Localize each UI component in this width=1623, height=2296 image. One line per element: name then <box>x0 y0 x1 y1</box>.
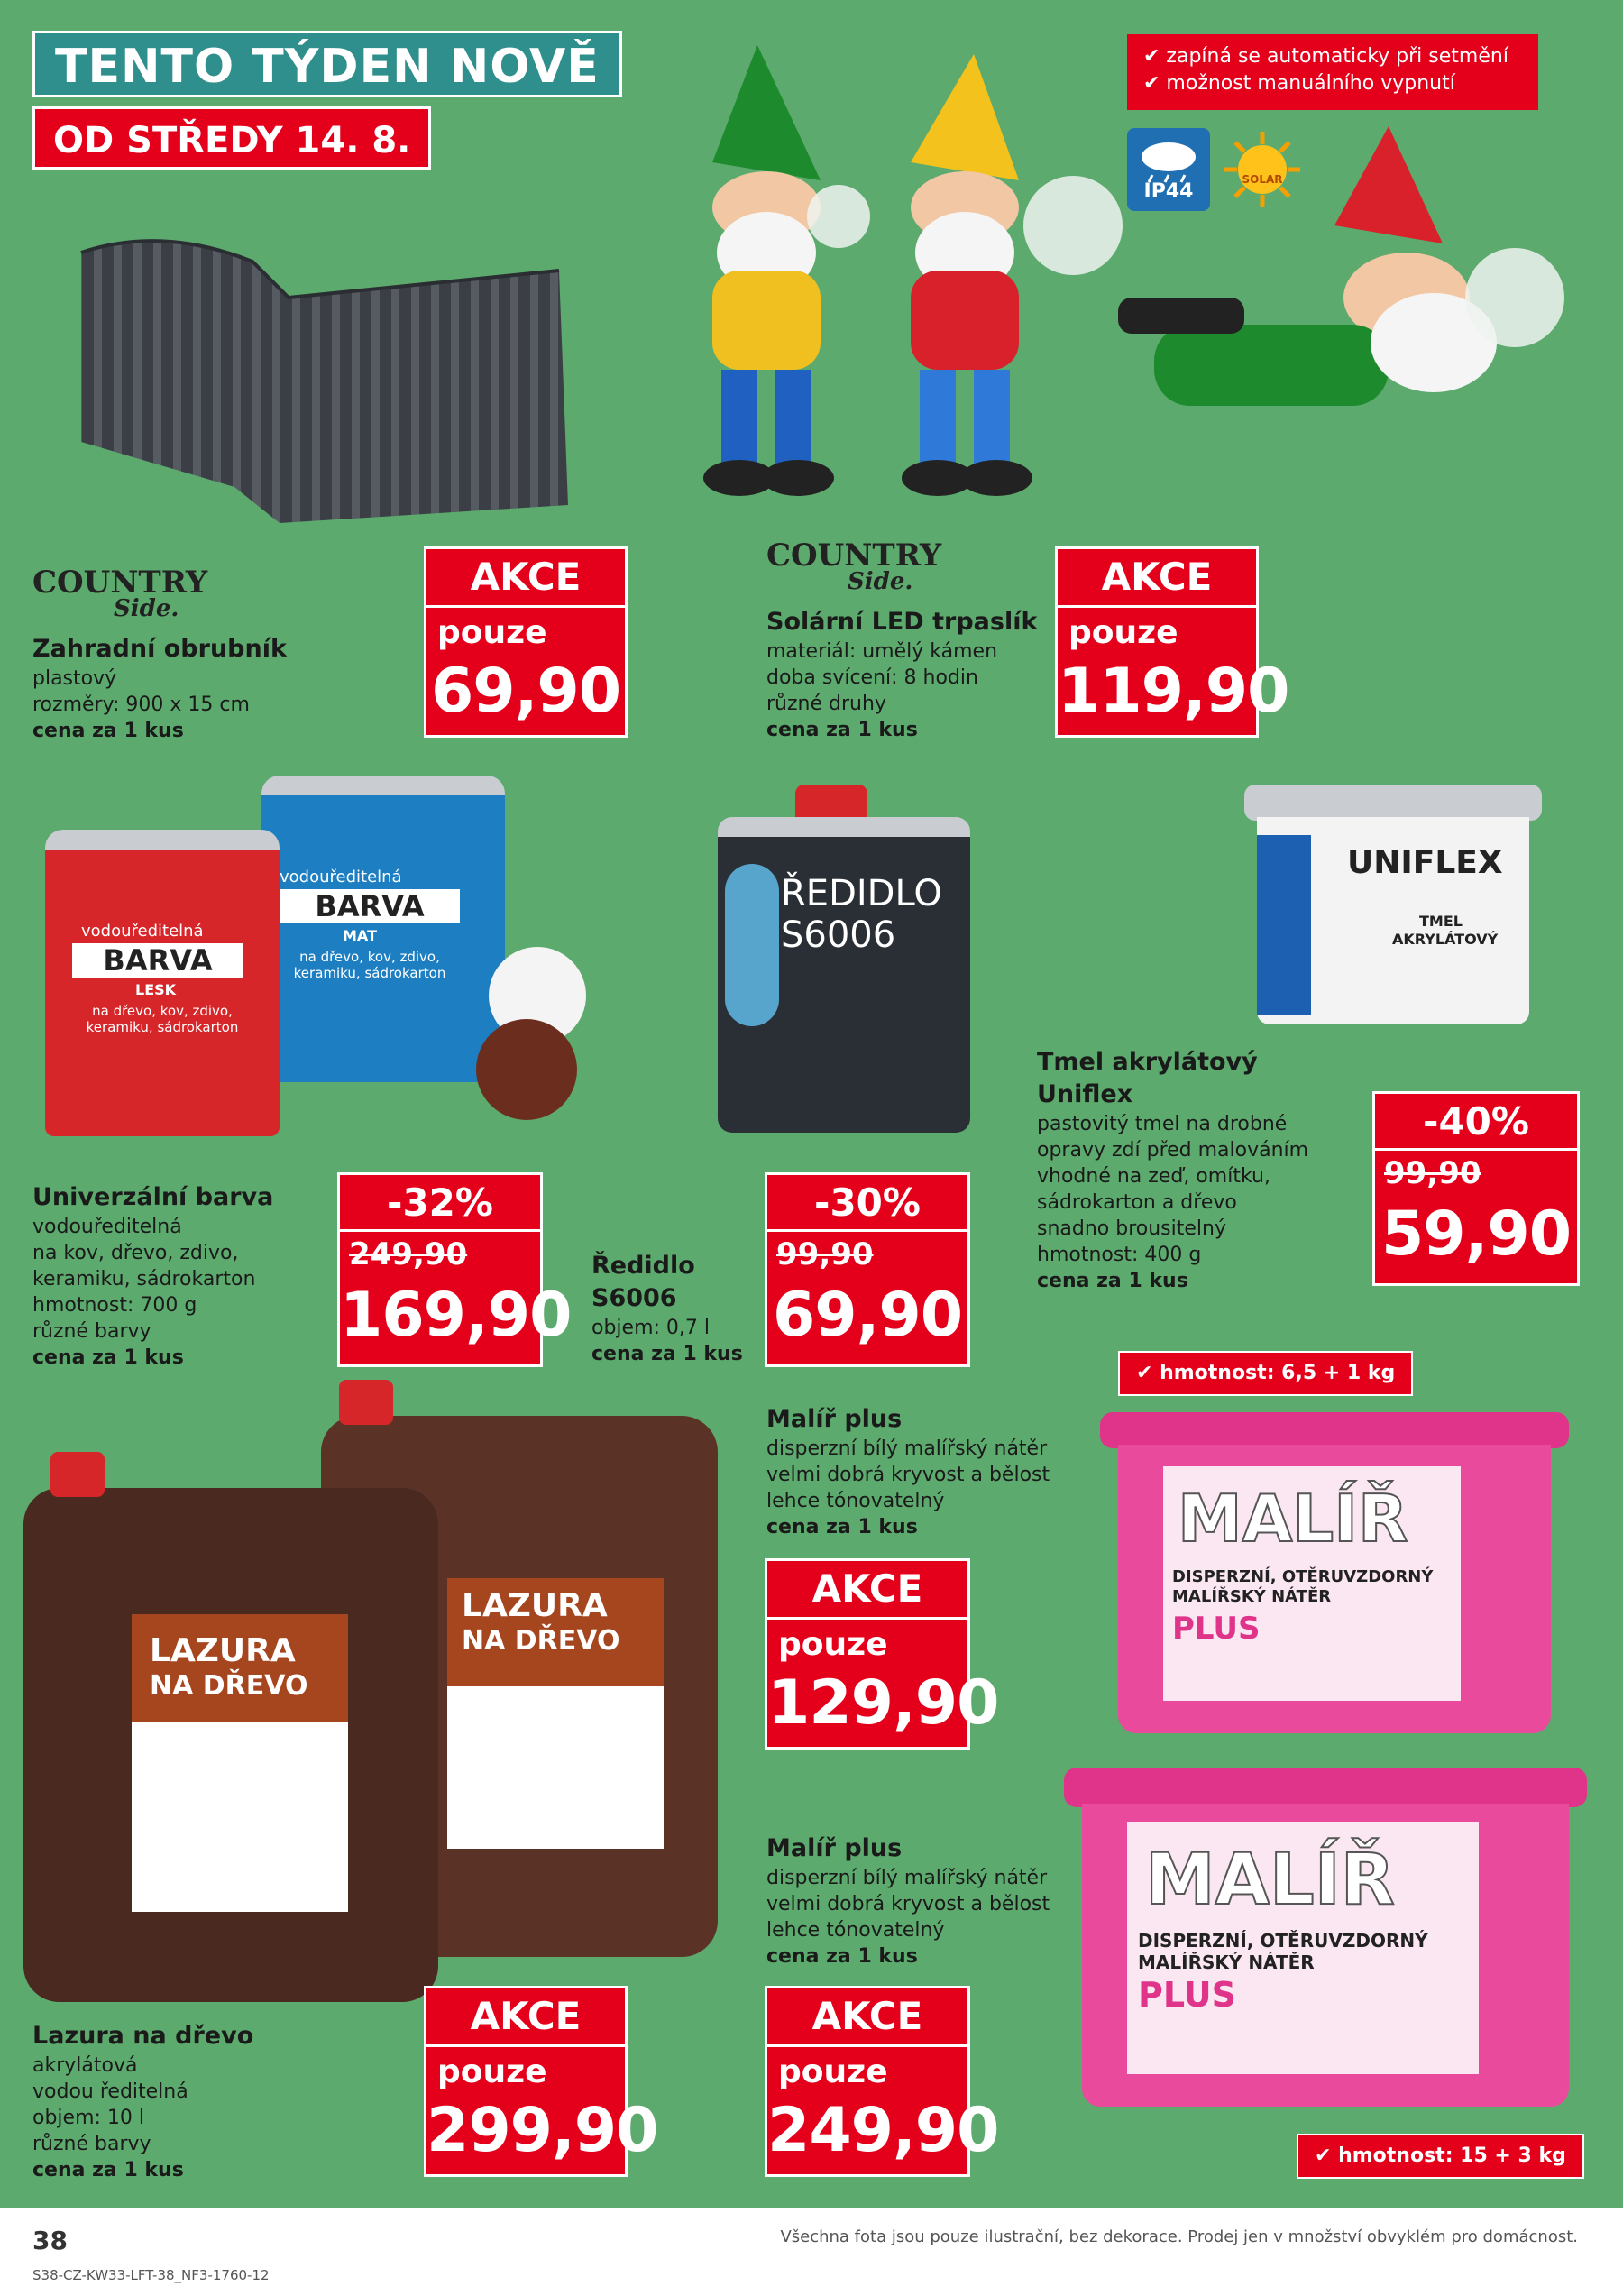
filler-price-tag <box>1372 1091 1580 1286</box>
can-text: na dřevo, kov, zdivo, keramiku, sádrokarton <box>293 949 446 981</box>
filler-line: vhodné na zeď, omítku, <box>1037 1165 1270 1188</box>
country-side-logo <box>32 565 207 622</box>
blue-stripe <box>1257 835 1311 1015</box>
stain-price-tag <box>424 1986 658 2177</box>
stain-text <box>32 2020 253 2183</box>
edging-text <box>32 633 287 744</box>
stain-line: různé barvy <box>32 2133 151 2155</box>
ip44-label: IP44 <box>1143 180 1194 203</box>
solar-label: SOLAR <box>1242 173 1283 186</box>
date-label: OD STŘEDY 14. 8. <box>32 106 431 170</box>
malir2-price: 249,90 <box>767 2095 999 2166</box>
edging-name: Zahradní obrubník <box>32 635 287 663</box>
brand-line1: COUNTRY <box>766 537 942 574</box>
bucket-text: MALÍŘ <box>1178 1481 1408 1557</box>
filler-text <box>1037 1046 1308 1294</box>
can-text: vodouředitelná <box>81 922 204 941</box>
gnome-price-tag <box>1055 546 1289 738</box>
bucket-text: MALÍŘSKÝ NÁTĚR <box>1138 1952 1315 1973</box>
old-price: 249,90 <box>349 1236 468 1272</box>
filler-price: 59,90 <box>1380 1199 1572 1270</box>
thinner-unit: cena za 1 kus <box>591 1343 743 1365</box>
edging-price-tag <box>424 546 628 738</box>
paint-text <box>32 1181 273 1371</box>
malir2-line: disperzní bílý malířský nátěr <box>766 1867 1048 1889</box>
canister-front <box>23 1488 438 2002</box>
filler-line: opravy zdí před malováním <box>1037 1139 1309 1162</box>
paint-line: hmotnost: 700 g <box>32 1294 197 1317</box>
can-text: BARVA <box>72 943 243 978</box>
solar-gnomes-image <box>649 27 1605 586</box>
malir1-line: velmi dobrá kryvost a bělost <box>766 1464 1050 1486</box>
disclaimer: Všechna fota jsou pouze ilustrační, bez dekorace. Prodej jen v množství obvyklém pro domácnost. <box>780 2227 1578 2246</box>
uniflex-bucket-image <box>1244 785 1542 1028</box>
paint-name: Univerzální barva <box>32 1183 274 1211</box>
can-text: vodouředitelná <box>280 868 402 886</box>
page-number: 38 <box>32 2226 68 2255</box>
paint-price-tag <box>337 1172 572 1367</box>
malir2-weight-badge: ✔ hmotnost: 15 + 3 kg <box>1297 2134 1584 2179</box>
edging-line: rozměry: 900 x 15 cm <box>32 693 250 716</box>
bucket-text: DISPERZNÍ, OTĚRUVZDORNÝ <box>1172 1567 1434 1586</box>
can-text: LESK <box>135 981 177 998</box>
bucket-text: UNIFLEX <box>1347 844 1503 881</box>
brown-swatch <box>476 1019 577 1120</box>
gnome-unit: cena za 1 kus <box>766 719 918 741</box>
discount-badge: -32% <box>337 1172 543 1232</box>
gnome-name: Solární LED trpaslík <box>766 608 1038 636</box>
bucket-text: AKRYLÁTOVÝ <box>1392 931 1499 948</box>
brand-line1: COUNTRY <box>32 565 208 601</box>
gnome-line: různé druhy <box>766 693 886 715</box>
malir2-line: lehce tónovatelný <box>766 1919 945 1942</box>
garden-edging-image <box>54 216 577 523</box>
gnome-line: doba svícení: 8 hodin <box>766 666 978 689</box>
filler-line: hmotnost: 400 g <box>1037 1244 1202 1266</box>
stain-canisters-image <box>23 1380 736 2011</box>
malir-bucket-small-image <box>1091 1412 1578 1737</box>
price-label: pouze <box>1068 614 1178 651</box>
promo-badge: AKCE <box>1055 546 1259 608</box>
malir1-text <box>766 1403 1050 1540</box>
malir2-name: Malíř plus <box>766 1834 903 1862</box>
malir1-name: Malíř plus <box>766 1405 903 1433</box>
paint-line: různé barvy <box>32 1320 151 1343</box>
promo-badge: AKCE <box>765 1558 970 1620</box>
bucket-text: TMEL <box>1419 913 1463 930</box>
thinner-can-image <box>718 785 970 1136</box>
stain-line: vodou ředitelná <box>32 2080 188 2103</box>
stain-unit: cena za 1 kus <box>32 2159 184 2181</box>
canister-text: LAZURA <box>150 1632 296 1669</box>
country-side-logo <box>766 537 941 595</box>
filler-name: Tmel akrylátový <box>1037 1048 1258 1076</box>
edging-price: 69,90 <box>430 656 621 727</box>
price-label: pouze <box>778 1626 888 1663</box>
discount-badge: -40% <box>1372 1091 1580 1151</box>
price-label: pouze <box>437 614 547 651</box>
paint-unit: cena za 1 kus <box>32 1346 184 1369</box>
paint-line: vodouředitelná <box>32 1216 182 1238</box>
malir2-text <box>766 1832 1050 1970</box>
bucket-text: MALÍŘSKÝ NÁTĚR <box>1172 1587 1332 1606</box>
old-price: 99,90 <box>1384 1155 1481 1191</box>
paint-line: keramiku, sádrokarton <box>32 1268 256 1290</box>
promo-badge: AKCE <box>424 546 628 608</box>
edging-line: plastový <box>32 667 117 690</box>
paint-line: na kov, dřevo, zdivo, <box>32 1242 239 1264</box>
filler-line: snadno brousitelný <box>1037 1217 1226 1240</box>
stain-line: objem: 10 l <box>32 2107 145 2129</box>
thinner-text <box>591 1250 743 1367</box>
can-text: MAT <box>343 927 377 944</box>
malir1-weight-badge: ✔ hmotnost: 6,5 + 1 kg <box>1118 1351 1413 1396</box>
thinner-name-2: S6006 <box>591 1284 677 1312</box>
feature-auto-on: ✔ zapíná se automaticky při setmění <box>1143 45 1508 68</box>
edging-unit: cena za 1 kus <box>32 720 184 742</box>
gnome-price: 119,90 <box>1058 656 1289 727</box>
malir1-line: disperzní bílý malířský nátěr <box>766 1437 1048 1460</box>
thinner-name: Ředidlo <box>591 1252 695 1280</box>
promo-badge: AKCE <box>765 1986 970 2047</box>
canister-text: NA DŘEVO <box>150 1670 308 1702</box>
price-label: pouze <box>437 2053 547 2090</box>
filler-line: pastovitý tmel na drobné <box>1037 1113 1288 1135</box>
thinner-price: 69,90 <box>772 1280 963 1351</box>
malir1-price: 129,90 <box>767 1667 999 1739</box>
can-text: BARVA <box>280 889 460 923</box>
filler-unit: cena za 1 kus <box>1037 1270 1188 1292</box>
red-cap <box>795 785 867 821</box>
gnome-text <box>766 606 1037 743</box>
leaflet-code: S38-CZ-KW33-LFT-38_NF3-1760-12 <box>32 2267 270 2283</box>
malir2-unit: cena za 1 kus <box>766 1945 918 1968</box>
brand-line2: Side. <box>848 568 913 595</box>
malir2-line: velmi dobrá kryvost a bělost <box>766 1893 1050 1915</box>
thinner-price-tag <box>765 1172 970 1367</box>
malir1-unit: cena za 1 kus <box>766 1516 918 1538</box>
stain-name: Lazura na dřevo <box>32 2022 254 2050</box>
paint-cans-image <box>45 776 604 1154</box>
stain-price: 299,90 <box>426 2095 658 2166</box>
promo-badge: AKCE <box>424 1986 628 2047</box>
week-title: TENTO TÝDEN NOVĚ <box>32 31 622 97</box>
old-price: 99,90 <box>776 1236 874 1272</box>
bucket-text: PLUS <box>1138 1975 1236 2015</box>
canister-text: NA DŘEVO <box>462 1625 620 1657</box>
can-text: na dřevo, kov, zdivo, keramiku, sádrokarton <box>86 1003 239 1035</box>
malir2-price-tag <box>765 1986 999 2177</box>
bucket-text: MALÍŘ <box>1145 1840 1395 1921</box>
filler-line: sádrokarton a dřevo <box>1037 1191 1237 1214</box>
bubbles-decoration <box>725 864 779 1026</box>
bucket-text: DISPERZNÍ, OTĚRUVZDORNÝ <box>1138 1930 1428 1952</box>
paint-price: 169,90 <box>340 1280 572 1351</box>
bucket-text: PLUS <box>1172 1611 1261 1647</box>
discount-badge: -30% <box>765 1172 970 1232</box>
price-label: pouze <box>778 2053 888 2090</box>
canister-text: LAZURA <box>462 1587 608 1624</box>
brand-line2: Side. <box>114 595 179 622</box>
blue-paint-can <box>261 776 505 1082</box>
feature-manual-off: ✔ možnost manuálního vypnutí <box>1143 72 1455 95</box>
red-paint-can <box>45 830 280 1136</box>
can-text: S6006 <box>781 914 896 956</box>
stain-line: akrylátová <box>32 2054 138 2077</box>
can-text: ŘEDIDLO <box>781 873 942 914</box>
malir1-line: lehce tónovatelný <box>766 1490 945 1512</box>
malir1-price-tag <box>765 1558 999 1750</box>
gnome-line: materiál: umělý kámen <box>766 640 998 663</box>
thinner-line: objem: 0,7 l <box>591 1317 711 1339</box>
filler-name-2: Uniflex <box>1037 1080 1133 1108</box>
malir-bucket-large-image <box>1055 1768 1596 2110</box>
